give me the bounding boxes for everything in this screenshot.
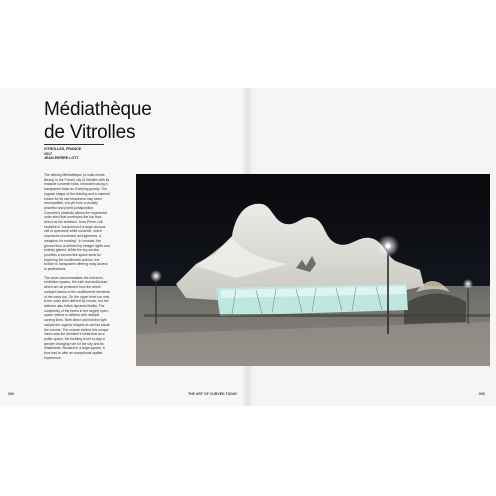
title-divider	[44, 144, 104, 145]
body-paragraph: The lower accommodates the entrance, exhibition spaces, the café and auditorium, which are all protected from the direct sunlight thanks to the cantilevered elements of the wavy top. On the upper level not only is the outer shell defined by curves, but the interiors also follow dynamic fluidity. The complexity of the forms in the largely open-space interior is defined with multiple curving lines. Both direct and indirect light sculpts the organic shapes as well as inside the volume. The muscle behind this unique vision was the architect's belief that as a public space, the building is set to play a greater changing role for the city and its inhabitants. Situated in a large square, it thus had to offer an exceptional spatial experience.	[44, 275, 110, 360]
meta-architect: JEAN-PIERRE LOTT	[44, 156, 79, 161]
folio-running-title: THE ART OF CURVED TODAY	[188, 392, 238, 396]
meta-year: 2017	[44, 151, 52, 156]
folio-right-page-number: 000	[479, 392, 485, 396]
body-paragraph: The striking Médiathèque (a multi-media library) in the French city of Vitrolles with its massive concrete folds, meanders along a transparent base as if defying gravity. The organic shape of the building and a material known for its raw heaviness may seem incompatible, but yet form a visually powerful and poetic juxtaposition. Concrete's plasticity allows the expressive outer shell that envelopes the top floor, which as the architect, Jean-Pierre Lott explains is "composed of a large sinuous veil of openwork white concrete, which expresses movement and lightness, a metaphor for reading". In contrast, the ground floor is defined by straight lights and entirely glazed. While the top section provides a cocoon-like space ideal for exploring the multimedia archive, the bottom is transparent offering easy access to pedestrians.	[44, 173, 110, 272]
title-line-2: de Vitrolles	[44, 122, 136, 143]
page-title	[44, 98, 224, 144]
title-line-1: Médiathèque	[44, 99, 152, 120]
curb-line	[144, 314, 490, 317]
book-spread	[0, 88, 496, 406]
meta-location: VITROLLES, FRANCE	[44, 147, 82, 151]
project-meta	[44, 147, 81, 161]
body-text	[44, 173, 110, 364]
folio-left-page-number: 000	[8, 392, 14, 396]
building-photo	[136, 174, 490, 366]
